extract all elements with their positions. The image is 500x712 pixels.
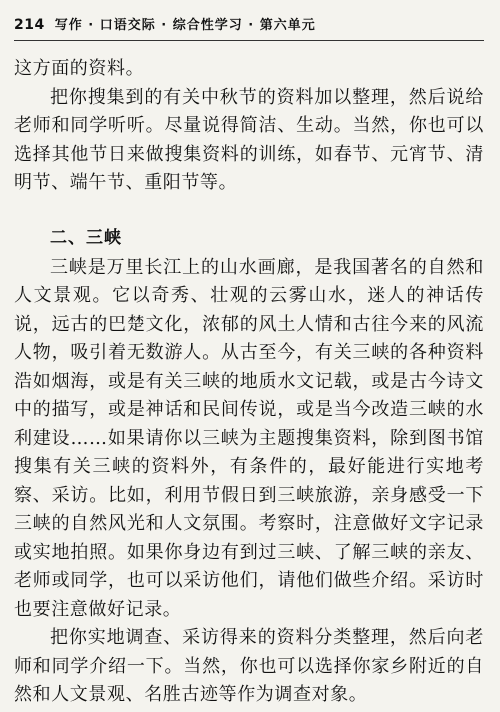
paragraph-mid-autumn: 把你搜集到的有关中秋节的资料加以整理，然后说给老师和同学听听。尽量说得简洁、生动。当然，你也可以选择其他节日来做搜集资料的训练，如春节、元宵节、清明节、端午节、重阳节等。 [14,86,484,193]
page-content [14,55,484,710]
paragraph-three-gorges-task: 把你实地调查、采访得来的资料分类整理，然后向老师和同学介绍一下。当然，你也可以选择你家乡附近的自然和人文景观、名胜古迹等作为调查对象。 [14,627,484,705]
section-heading-three-gorges: 二、三峡 [50,227,122,248]
page-header [14,14,484,41]
page-number: 214 [14,17,45,33]
paragraph-continuation: 这方面的资料。 [14,58,145,79]
running-head: 写作 · 口语交际 · 综合性学习 · 第六单元 [54,18,316,33]
paragraph-three-gorges-intro: 三峡是万里长江上的山水画廊，是我国著名的自然和人文景观。它以奇秀、壮观的云雾山水，迷人的神话传说，远古的巴楚文化，浓郁的风土人情和古往今来的风流人物，吸引着无数游人。从古至今，有关三峡的各种资料浩如烟海，或是有关三峡的地质水文记载，或是古今诗文中的描写，或是神话和民间传说，或是当今改造三峡的水利建设……如果请你以三峡为主题搜集资料，除到图书馆搜集有关三峡的资料外，有条件的，最好能进行实地考察、采访。比如，利用节假日到三峡旅游，亲身感受一下三峡的自然风光和人文氛围。考察时，注意做好文字记录或实地拍照。如果你身边有到过三峡、了解三峡的亲友、老师或同学，也可以采访他们，请他们做些介绍。采访时也要注意做好记录。 [14,256,484,620]
